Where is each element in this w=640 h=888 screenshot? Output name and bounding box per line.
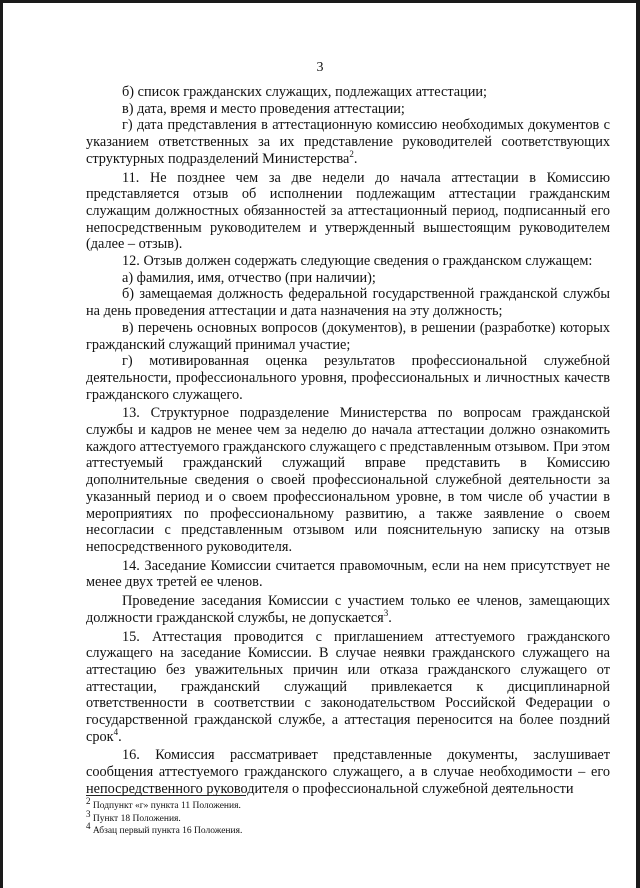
paragraph-12-v: в) перечень основных вопросов (документов), в решении (разработке) которых гражданский служащий принимал участие; <box>86 319 610 353</box>
paragraph-12-b: б) замещаемая должность федеральной государственной гражданской службы на день проведения аттестации и дата назначения на эту должность; <box>86 286 610 320</box>
footnote-4: $^4$ Абзац первый пункта 16 Положения. <box>86 820 243 836</box>
paragraph-v-date: в) дата, время и место проведения аттестации; <box>122 100 405 117</box>
document-body <box>86 84 610 798</box>
paragraph-g-documents: г) дата представления в аттестационную комиссию необходимых документов с указанием ответственных за их представление руководителей соответствующих структурных подразделений Министерства$^2$. <box>86 117 610 167</box>
paragraph-12: 12. Отзыв должен содержать следующие сведения о гражданском служащем: <box>122 253 593 270</box>
paragraph-b-list: б) список гражданских служащих, подлежащих аттестации; <box>122 84 488 100</box>
footnote-3: $^3$ Пункт 18 Положения. <box>86 808 181 824</box>
paragraph-13: 13. Структурное подразделение Министерства по вопросам гражданской службы и кадров не менее чем за неделю до начала аттестации должно ознакомить каждого аттестуемого гражданского служащего с представленным отзывом. При этом аттестуемый гражданский служащий вправе представить в Комиссию дополнительные сведения о своей профессиональной служебной деятельности за указанный период и о своем профессиональном уровне, в том числе об участии в мероприятиях по профессиональному развитию, а также заявление о своем несогласии с представленным отзывом или пояснительную записку на отзыв непосредственного руководителя. <box>86 405 610 555</box>
page-number: 3 <box>316 60 324 75</box>
footnote-ref-4: 4 <box>113 726 119 737</box>
paragraph-16: 16. Комиссия рассматривает представленные документы, заслушивает сообщения аттестуемого гражданского служащего, а в случае необходимости – его непосредственного руководителя о профессиональной служебной деятельности <box>86 747 610 797</box>
scan-edge-top <box>0 0 640 3</box>
paragraph-14: 14. Заседание Комиссии считается правомочным, если на нем присутствует не менее двух третей ее членов. <box>86 557 610 591</box>
paragraph-12-g: г) мотивированная оценка результатов профессиональной служебной деятельности, профессионального уровня, профессиональных и личностных качеств гражданского служащего. <box>86 353 610 403</box>
footnote-ref-3: 3 <box>383 608 389 619</box>
paragraph-12-a: а) фамилия, имя, отчество (при наличии); <box>122 269 376 286</box>
scan-edge-left <box>0 0 3 888</box>
footnotes <box>86 795 610 838</box>
footnote-2: $^2$ Подпункт «г» пункта 11 Положения. <box>86 795 241 811</box>
footnote-ref-2: 2 <box>349 149 354 160</box>
paragraph-15: 15. Аттестация проводится с приглашением аттестуемого гражданского служащего на заседание Комиссии. В случае неявки гражданского служащего на аттестацию без уважительных причин или отказа гражданского служащего от аттестации, гражданский служащий привлекается к дисциплинарной ответственности в соответствии с законодательством Российской Федерации о государственной гражданской службе, а аттестация переносится на более поздний срок$^4$. <box>86 628 610 745</box>
paragraph-11: 11. Не позднее чем за две недели до начала аттестации в Комиссию представляется отзыв об исполнении подлежащим аттестации гражданским служащим должностных обязанностей за аттестационный период, подписанный его непосредственным руководителем и утвержденный вышестоящим руководителем (далее – отзыв). <box>86 169 610 253</box>
paragraph-14-2: Проведение заседания Комиссии с участием только ее членов, замещающих должности гражданской службы, не допускается$^3$. <box>86 593 610 626</box>
footnote-separator <box>86 795 246 796</box>
scan-edge-right <box>636 0 640 888</box>
